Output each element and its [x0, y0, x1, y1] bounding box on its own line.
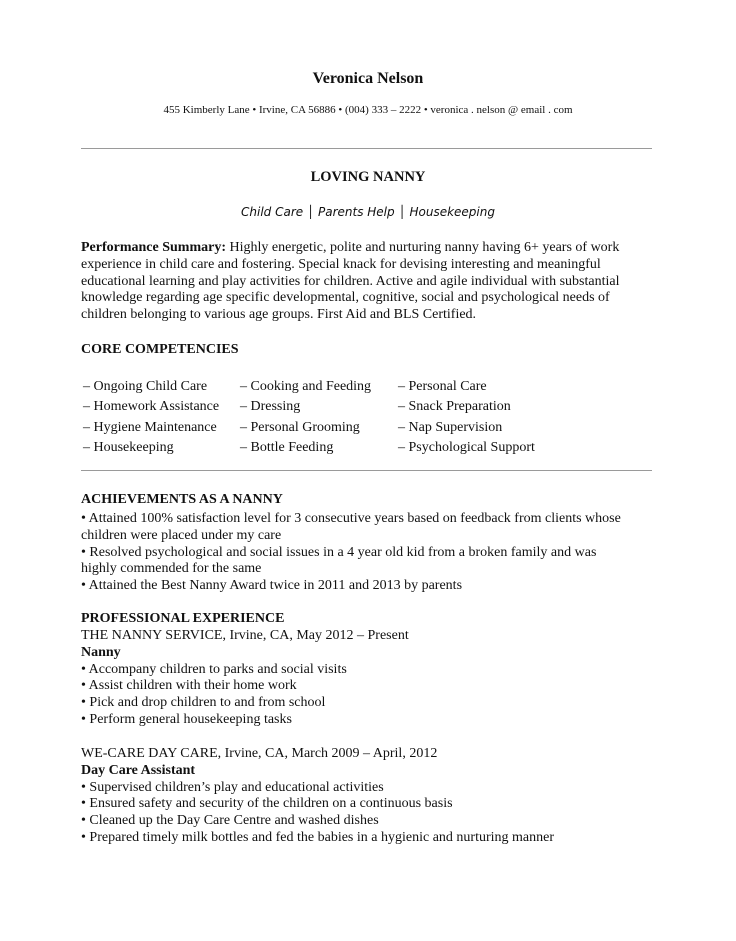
competency-item: – Personal Grooming [240, 419, 360, 435]
experience-heading: PROFESSIONAL EXPERIENCE [81, 611, 285, 626]
job-bullet: • Pick and drop children to and from school [81, 695, 326, 711]
achievement-line: highly commended for the same [81, 561, 262, 577]
job-bullet: • Prepared timely milk bottles and fed the babies in a hygienic and nurturing manner [81, 829, 554, 845]
summary-line: Highly energetic, polite and nurturing nanny having 6+ years of work [226, 240, 620, 255]
job-bullet: • Perform general housekeeping tasks [81, 711, 292, 727]
competency-item: – Personal Care [398, 379, 487, 394]
achievement-line: • Attained 100% satisfaction level for 3 consecutive years based on feedback from clients whose [81, 511, 621, 526]
contact-line: 455 Kimberly Lane • Irvine, CA 56886 • (004) 333 – 2222 • veronica . nelson @ email . com [163, 104, 573, 116]
job-role: Day Care Assistant [81, 762, 196, 778]
job-bullet: • Supervised children’s play and educational activities [81, 779, 384, 795]
achievements-heading: ACHIEVEMENTS AS A NANNY [81, 492, 283, 507]
competencies-column-3 [398, 377, 535, 458]
competency-item: – Ongoing Child Care [83, 379, 208, 394]
divider-top [81, 148, 652, 149]
competencies-column-1 [83, 377, 219, 458]
job-employer: THE NANNY SERVICE, Irvine, CA, May 2012 – Present [81, 628, 409, 643]
performance-summary [81, 240, 656, 324]
competencies-heading: CORE COMPETENCIES [81, 342, 239, 357]
job-bullet: • Cleaned up the Day Care Centre and washed dishes [81, 813, 379, 829]
competency-item: – Dressing [240, 399, 301, 415]
competency-item: – Snack Preparation [398, 399, 511, 415]
summary-line: educational learning and play activities for children. Active and agile individual with substantial [81, 273, 620, 289]
achievement-line: • Attained the Best Nanny Award twice in 2011 and 2013 by parents [81, 578, 463, 594]
resume-title: LOVING NANNY [310, 169, 426, 185]
job-employer: WE-CARE DAY CARE, Irvine, CA, March 2009 – April, 2012 [81, 746, 438, 761]
competency-item: – Psychological Support [398, 439, 535, 455]
summary-label: Performance Summary: [81, 240, 227, 255]
summary-line: knowledge regarding age specific developmental, cognitive, social and psychological needs of [81, 290, 610, 306]
competency-item: – Hygiene Maintenance [83, 419, 217, 435]
job-bullet: • Assist children with their home work [81, 678, 297, 694]
divider-middle [81, 470, 652, 471]
competency-item: – Cooking and Feeding [240, 379, 372, 394]
summary-line: children belonging to various age groups. First Aid and BLS Certified. [81, 307, 477, 323]
candidate-name: Veronica Nelson [312, 70, 424, 87]
achievements-list [81, 511, 656, 595]
competency-item: – Bottle Feeding [240, 439, 334, 455]
competencies-column-2 [240, 377, 371, 458]
competency-item: – Housekeeping [83, 439, 174, 455]
job-role: Nanny [81, 644, 121, 660]
competency-item: – Homework Assistance [83, 399, 220, 415]
job-bullet: • Ensured safety and security of the children on a continuous basis [81, 796, 453, 812]
skills-line: Child Care │ Parents Help │ Housekeeping [241, 205, 495, 219]
summary-line: experience in child care and fostering. Special knack for devising interesting and meaningful [81, 256, 601, 272]
job-entry [81, 628, 656, 729]
achievement-line: children were placed under my care [81, 527, 282, 543]
job-bullet: • Accompany children to parks and social visits [81, 661, 347, 677]
competency-item: – Nap Supervision [398, 419, 503, 435]
job-entry [81, 746, 656, 847]
achievement-line: • Resolved psychological and social issues in a 4 year old kid from a broken family and was [81, 544, 597, 560]
